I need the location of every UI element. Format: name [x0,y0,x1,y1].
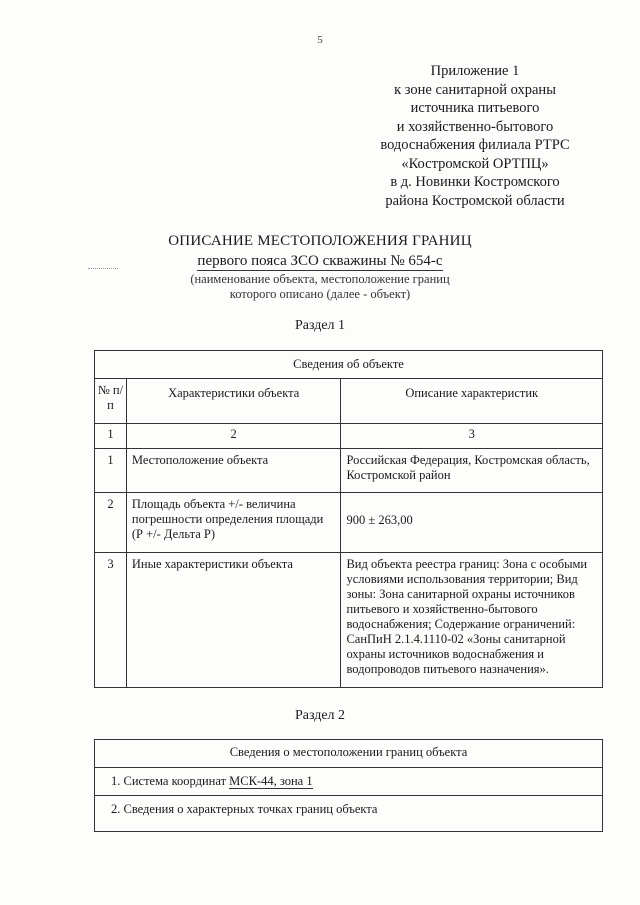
row-number: 1 [95,449,127,493]
row-number: 2 [95,493,127,553]
appendix-line: и хозяйственно-бытового [396,118,554,135]
appendix-line: водоснабжения филиала РТРС [380,137,570,153]
page-number: 5 [317,34,323,46]
table-row [95,449,603,493]
index-cell: 1 [95,424,127,449]
row-value: Российская Федерация, Костромская область, Костромской район [341,449,603,493]
appendix-line: к зоне санитарной охраны [394,81,556,98]
appendix-block [330,62,620,210]
section2-title: Раздел 2 [294,708,346,723]
table-index-row [95,424,603,449]
document-title-object: первого пояса ЗСО скважины № 654-с [197,253,443,269]
table-title: Сведения об объекте [95,351,603,379]
document-title-main: ОПИСАНИЕ МЕСТОПОЛОЖЕНИЯ ГРАНИЦ [168,233,472,249]
appendix-line: «Костромской ОРТПЦ» [401,155,549,172]
table-title-row [95,740,603,768]
row-number: 3 [95,553,127,688]
document-title [0,231,640,271]
table-row [95,553,603,688]
table-row [95,493,603,553]
row-value: 900 ± 263,00 [341,493,603,553]
coordinate-system-row [95,768,603,796]
row-name: Иные характеристики объекта [126,553,341,688]
title-caption-line: которого описано (далее - объект) [229,287,411,301]
appendix-line: Приложение 1 [430,63,520,79]
table-title-row [95,351,603,379]
object-info-table [94,350,603,688]
row-name: Местоположение объекта [126,449,341,493]
coordinate-system-label: 1. Система координат [111,774,230,788]
table-title: Сведения о местоположении границ объекта [95,740,603,768]
header-num: № п/п [95,379,127,424]
table-row [95,768,603,796]
coordinate-system-value: МСК-44, зона 1 [229,774,313,788]
boundary-info-table [94,739,603,832]
title-caption [150,272,490,302]
appendix-line: источника питьевого [410,100,540,116]
table-row [95,796,603,832]
index-cell: 3 [341,424,603,449]
appendix-line: района Костромской области [385,192,565,209]
table-header-row [95,379,603,424]
header-description: Описание характеристик [341,379,603,424]
title-caption-line: (наименование объекта, местоположение границ [190,272,450,286]
section1-title: Раздел 1 [294,318,346,333]
fill-line [88,268,118,269]
header-characteristics: Характеристики объекта [126,379,341,424]
index-cell: 2 [126,424,341,449]
boundary-points-row: 2. Сведения о характерных точках границ объекта [95,796,603,832]
row-name: Площадь объекта +/- величина погрешности определения площади (Р +/- Дельта Р) [126,493,341,553]
appendix-line: в д. Новинки Костромского [390,174,560,190]
row-value: Вид объекта реестра границ: Зона с особыми условиями использования территории; Вид зоны: Зона санитарной охраны источников питьевого и хозяйственно-бытового водоснабжения; Содержание ограничений: СанПиН 2.1.4.1110-02 «Зоны санитарной охраны источников водоснабжения и водопроводов питьевого назначения». [341,553,603,688]
